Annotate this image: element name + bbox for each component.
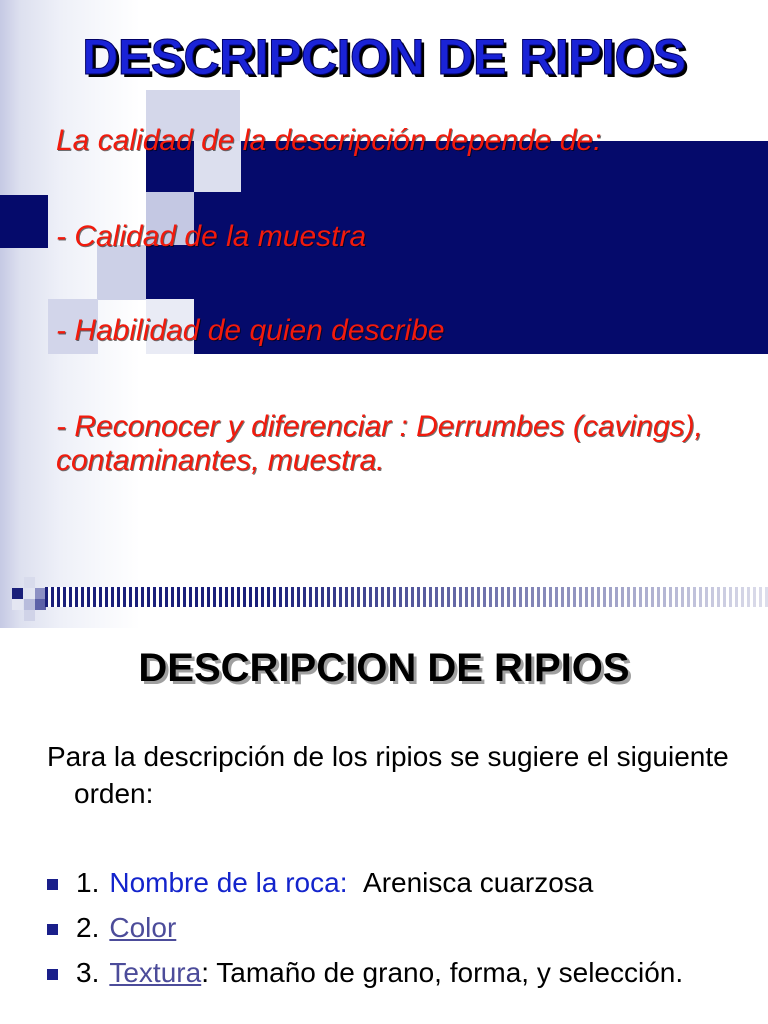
slide-1-title: DESCRIPCION DE RIPIOS xyxy=(82,29,686,85)
item-value: : Tamaño de grano, forma, y selección. xyxy=(201,957,684,988)
square-bullet-icon xyxy=(47,879,58,890)
slide-1-bullet: - Calidad de la muestra xyxy=(56,220,367,253)
list-item xyxy=(47,865,747,900)
square-bullet-icon xyxy=(47,969,58,980)
item-value: Arenisca cuarzosa xyxy=(363,867,594,898)
item-number: 1. xyxy=(76,867,100,898)
ordered-criteria-list xyxy=(47,865,747,1000)
textura-link[interactable]: Textura xyxy=(109,957,202,988)
color-link[interactable]: Color xyxy=(109,912,177,943)
slide-2-intro: Para la descripción de los ripios se sugiere el siguiente orden: xyxy=(47,741,729,809)
list-item xyxy=(47,955,747,990)
item-number: 3. xyxy=(76,957,100,988)
item-label: Nombre de la roca: xyxy=(109,867,348,898)
square-bullet-icon xyxy=(47,924,58,935)
item-number: 2. xyxy=(76,912,100,943)
decorative-striped-bar xyxy=(45,587,768,607)
navy-block xyxy=(0,195,48,248)
slide-1-bullet: - Reconocer y diferenciar : Derrumbes (cavings), contaminantes, muestra. xyxy=(56,410,703,477)
slide-2 xyxy=(0,628,768,1024)
slide-1-bullet: - Habilidad de quien describe xyxy=(56,314,445,347)
list-item xyxy=(47,910,747,945)
slide-2-title: DESCRIPCION DE RIPIOS xyxy=(138,646,630,690)
slide-1-intro: La calidad de la descripción depende de: xyxy=(56,124,602,157)
